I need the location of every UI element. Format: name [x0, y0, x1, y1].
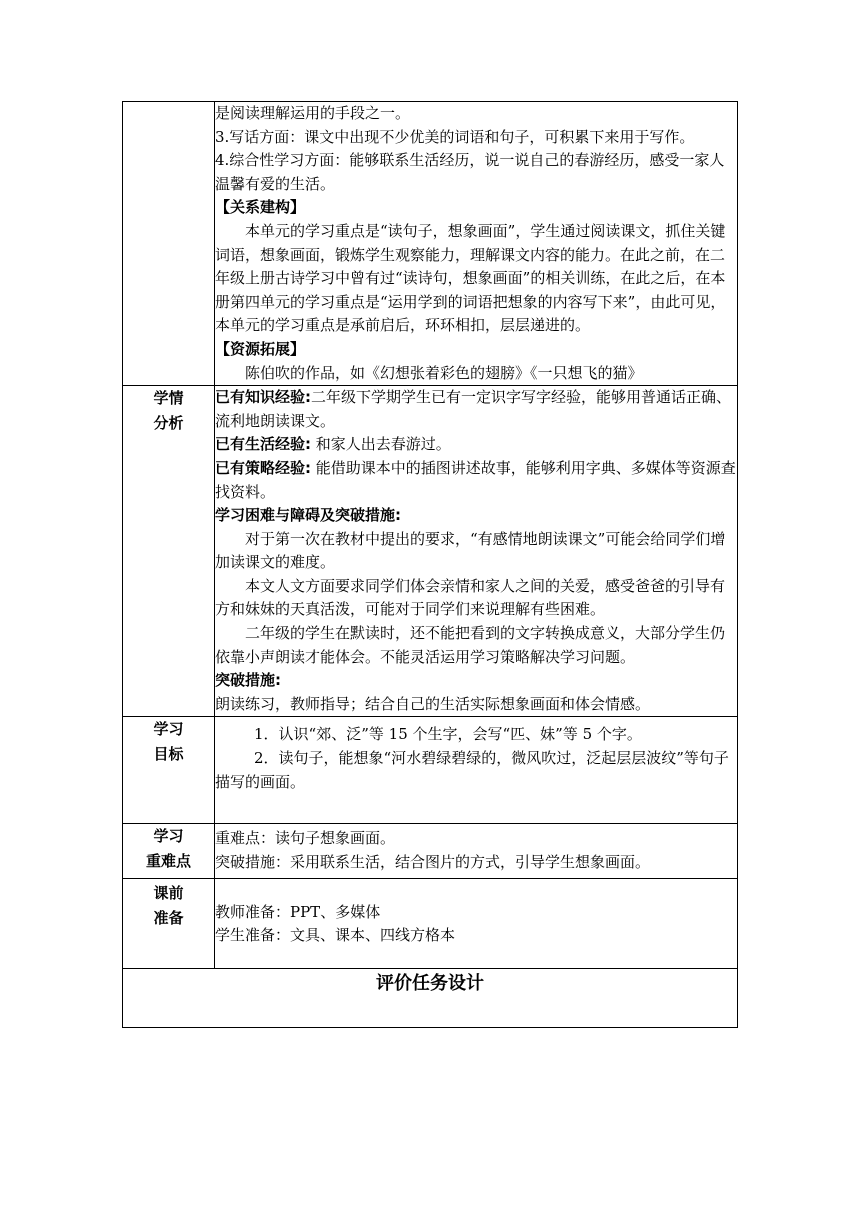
- knowledge-text: 二年级下学期学生已有一定识字写字经验，能够用普通话正确、流利地朗读课文。: [215, 388, 732, 430]
- relation-text: 本单元的学习重点是“读句子，想象画面”，学生通过阅读课文，抓住关键词语，想象画面，锻炼学生观察能力，理解课文内容的能力。在此之前，在二年级上册古诗学习中曾有过“读诗句，想象画面”的相关训练，在此之后，在本册第四单元的学习重点是“运用学到的词语把想象的内容写下来”，由此可见，本单元的学习重点是承前启后，环环相扣，层层递进的。: [215, 221, 726, 335]
- row-context-body: [215, 102, 738, 386]
- measures-text: 朗读练习，教师指导；结合自己的生活实际想象画面和体会情感。: [215, 694, 651, 713]
- goal-item: 1．认识“郊、泛”等 15 个生字，会写“匹、妹”等 5 个字。: [254, 725, 642, 744]
- label-line: 准备: [153, 908, 184, 927]
- label-line: 目标: [153, 745, 184, 764]
- row-key-body: [215, 824, 738, 878]
- resource-heading: 【资源拓展】: [215, 339, 306, 358]
- row-analysis-body: [215, 386, 738, 717]
- context-line: 4.综合性学习方面：能够联系生活经历，说一说自己的春游经历，感受一家人温馨有爱的生活。: [215, 151, 725, 193]
- teacher-prep: 教师准备：PPT、多媒体: [215, 902, 381, 921]
- resource-text: 陈伯吹的作品，如《幻想张着彩色的翅膀》《一只想飞的猫》: [245, 363, 643, 382]
- label-line: 重难点: [145, 852, 191, 871]
- row-goals: [123, 717, 738, 824]
- strategy-text: 能借助课本中的插图讲述故事，能够利用字典、多媒体等资源查找资料。: [215, 458, 736, 501]
- row-goals-label: [123, 717, 215, 824]
- difficulty-paragraph: 本文人文方面要求同学们体会亲情和家人之间的关爱，感受爸爸的引导有方和妹妹的天真活泼，可能对于同学们来说理解有些困难。: [215, 576, 726, 619]
- row-context-label-cell: [123, 102, 215, 386]
- life-experience: [215, 433, 737, 457]
- row-context: [123, 102, 738, 386]
- difficulty-paragraph: 二年级的学生在默读时，还不能把看到的文字转换成意义，大部分学生仍依靠小声朗读才能体会。不能灵活运用学习策略解决学习问题。: [215, 624, 726, 666]
- label-line: 学情: [153, 389, 184, 408]
- row-eval: [123, 968, 738, 1027]
- evaluation-title: 评价任务设计: [123, 968, 738, 1027]
- life-text: 和家人出去春游过。: [311, 435, 451, 454]
- label-line: 学习: [153, 827, 184, 846]
- label-line: 课前: [153, 883, 184, 902]
- row-prep: [123, 878, 738, 968]
- label-line: 分析: [153, 414, 184, 433]
- goal-item: 2．读句子，能想象“河水碧绿碧绿的，微风吹过，泛起层层波纹”等句子描写的画面。: [215, 749, 729, 791]
- difficulty-heading: 学习困难与障碍及突破措施:: [215, 506, 401, 525]
- knowledge-label: 已有知识经验:: [215, 388, 311, 407]
- approach-text: 突破措施：采用联系生活，结合图片的方式，引导学生想象画面。: [215, 853, 651, 872]
- row-key-label: [123, 824, 215, 878]
- context-line: 是阅读理解运用的手段之一。: [215, 104, 411, 122]
- row-analysis: [123, 386, 738, 717]
- key-text: 重难点：读句子想象画面。: [215, 829, 396, 848]
- label-line: 学习: [153, 720, 184, 739]
- row-analysis-label: [123, 386, 215, 717]
- lesson-plan-table: [122, 101, 738, 1028]
- strategy-experience: [215, 457, 737, 504]
- student-prep: 学生准备：文具、课本、四线方格本: [215, 926, 456, 945]
- row-prep-label: [123, 878, 215, 968]
- strategy-label: 已有策略经验:: [215, 458, 311, 477]
- relation-heading: 【关系建构】: [215, 198, 306, 217]
- knowledge-experience: [215, 386, 737, 433]
- context-line: 3.写话方面：课文中出现不少优美的词语和句子，可积累下来用于写作。: [215, 127, 695, 146]
- row-key: [123, 824, 738, 878]
- life-label: 已有生活经验:: [215, 435, 311, 454]
- measures-heading: 突破措施:: [215, 671, 281, 690]
- row-goals-body: [215, 717, 738, 824]
- difficulty-paragraph: 对于第一次在教材中提出的要求，“有感情地朗读课文”可能会给同学们增加读课文的难度。: [215, 529, 726, 572]
- row-prep-body: [215, 878, 738, 968]
